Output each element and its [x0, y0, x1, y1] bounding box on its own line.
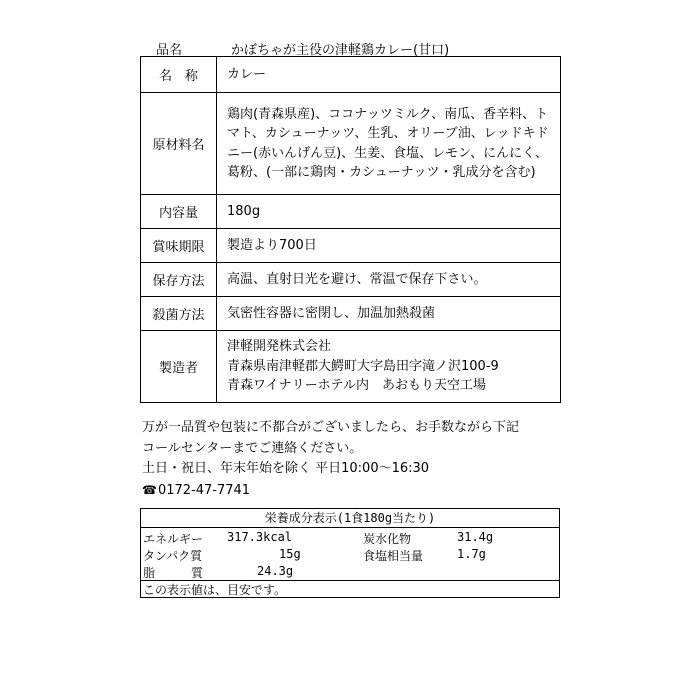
nutrition-title: 栄養成分表示(1食180g当たり) [141, 509, 559, 528]
value-line: 鶏肉(青森県産)、ココナッツミルク、南瓜、香辛料、ト [227, 106, 549, 122]
value-line: カレー [227, 66, 267, 82]
value-line: 青森県南津軽郡大鰐町大字島田字滝ノ沢100-9 [227, 358, 499, 374]
value-line: 葛粉、(一部に鶏肉・カシューナッツ・乳成分を含む) [227, 165, 536, 180]
table-row-best-before [141, 229, 561, 263]
row-key: 名 称 [141, 57, 217, 93]
value-line: ニー(赤いんげん豆)、生姜、食塩、レモン、にんにく、 [227, 145, 548, 161]
product-name-row [140, 36, 560, 56]
value-line: 製造より700日 [227, 237, 317, 253]
phone-number: 0172-47-7741 [157, 482, 251, 498]
table-row-storage [141, 263, 561, 297]
value-line: 気密性容器に密閉し、加温加熱殺菌 [227, 305, 436, 321]
row-value [217, 331, 561, 403]
energy-value: 317.3kcal [227, 530, 293, 544]
fat-label: 脂 質 [143, 566, 204, 580]
row-value [217, 229, 561, 263]
table-row-ingredients [141, 93, 561, 195]
value-line: 180g [227, 203, 261, 219]
nutrition-note: この表示値は、目安です。 [141, 580, 559, 599]
salt-value: 1.7g [457, 547, 486, 561]
fat-value: 24.3g [257, 564, 294, 578]
nutrition-grid [141, 528, 559, 580]
carbs-value: 31.4g [457, 530, 494, 544]
contact-line: 万が一品質や包装に不都合がございましたら、お手数ながら下記 [142, 420, 520, 435]
contact-notice [142, 418, 572, 501]
row-value [217, 263, 561, 297]
row-value [217, 93, 561, 195]
contact-phone-line [142, 480, 572, 502]
value-line: 青森ワイナリーホテル内 あおもり天空工場 [227, 378, 486, 394]
product-name-label: 品名 [156, 43, 183, 58]
label-table [140, 56, 561, 403]
value-line: 津軽開発株式会社 [227, 339, 332, 355]
protein-value: 15g [279, 547, 301, 561]
table-row-sterilization [141, 297, 561, 331]
row-key: 保存方法 [141, 263, 217, 297]
row-value [217, 297, 561, 331]
product-name-value: かぼちゃが主役の津軽鶏カレー(甘口) [231, 43, 450, 58]
row-value [217, 57, 561, 93]
contact-hours: 土日・祝日、年末年始を除く 平日10:00～16:30 [142, 461, 430, 476]
row-key: 賞味期限 [141, 229, 217, 263]
protein-label: タンパク質 [143, 549, 203, 563]
table-row-contents [141, 195, 561, 229]
salt-label: 食塩相当量 [363, 549, 424, 563]
row-key: 内容量 [141, 195, 217, 229]
row-key: 殺菌方法 [141, 297, 217, 331]
phone-icon: ☎ [142, 482, 157, 497]
table-row-name [141, 57, 561, 93]
row-value [217, 195, 561, 229]
contact-line: コールセンターまでご連絡ください。 [142, 440, 363, 456]
energy-label: エネルギー [143, 532, 204, 546]
nutrition-facts-box [140, 508, 560, 598]
value-line: 高温、直射日光を避け、常温で保存下さい。 [227, 271, 487, 287]
carbs-label: 炭水化物 [363, 532, 412, 546]
value-line: マト、カシューナッツ、生乳、オリーブ油、レッドキド [227, 126, 549, 141]
row-key: 原材料名 [141, 93, 217, 195]
table-row-manufacturer [141, 331, 561, 403]
row-key: 製造者 [141, 331, 217, 403]
